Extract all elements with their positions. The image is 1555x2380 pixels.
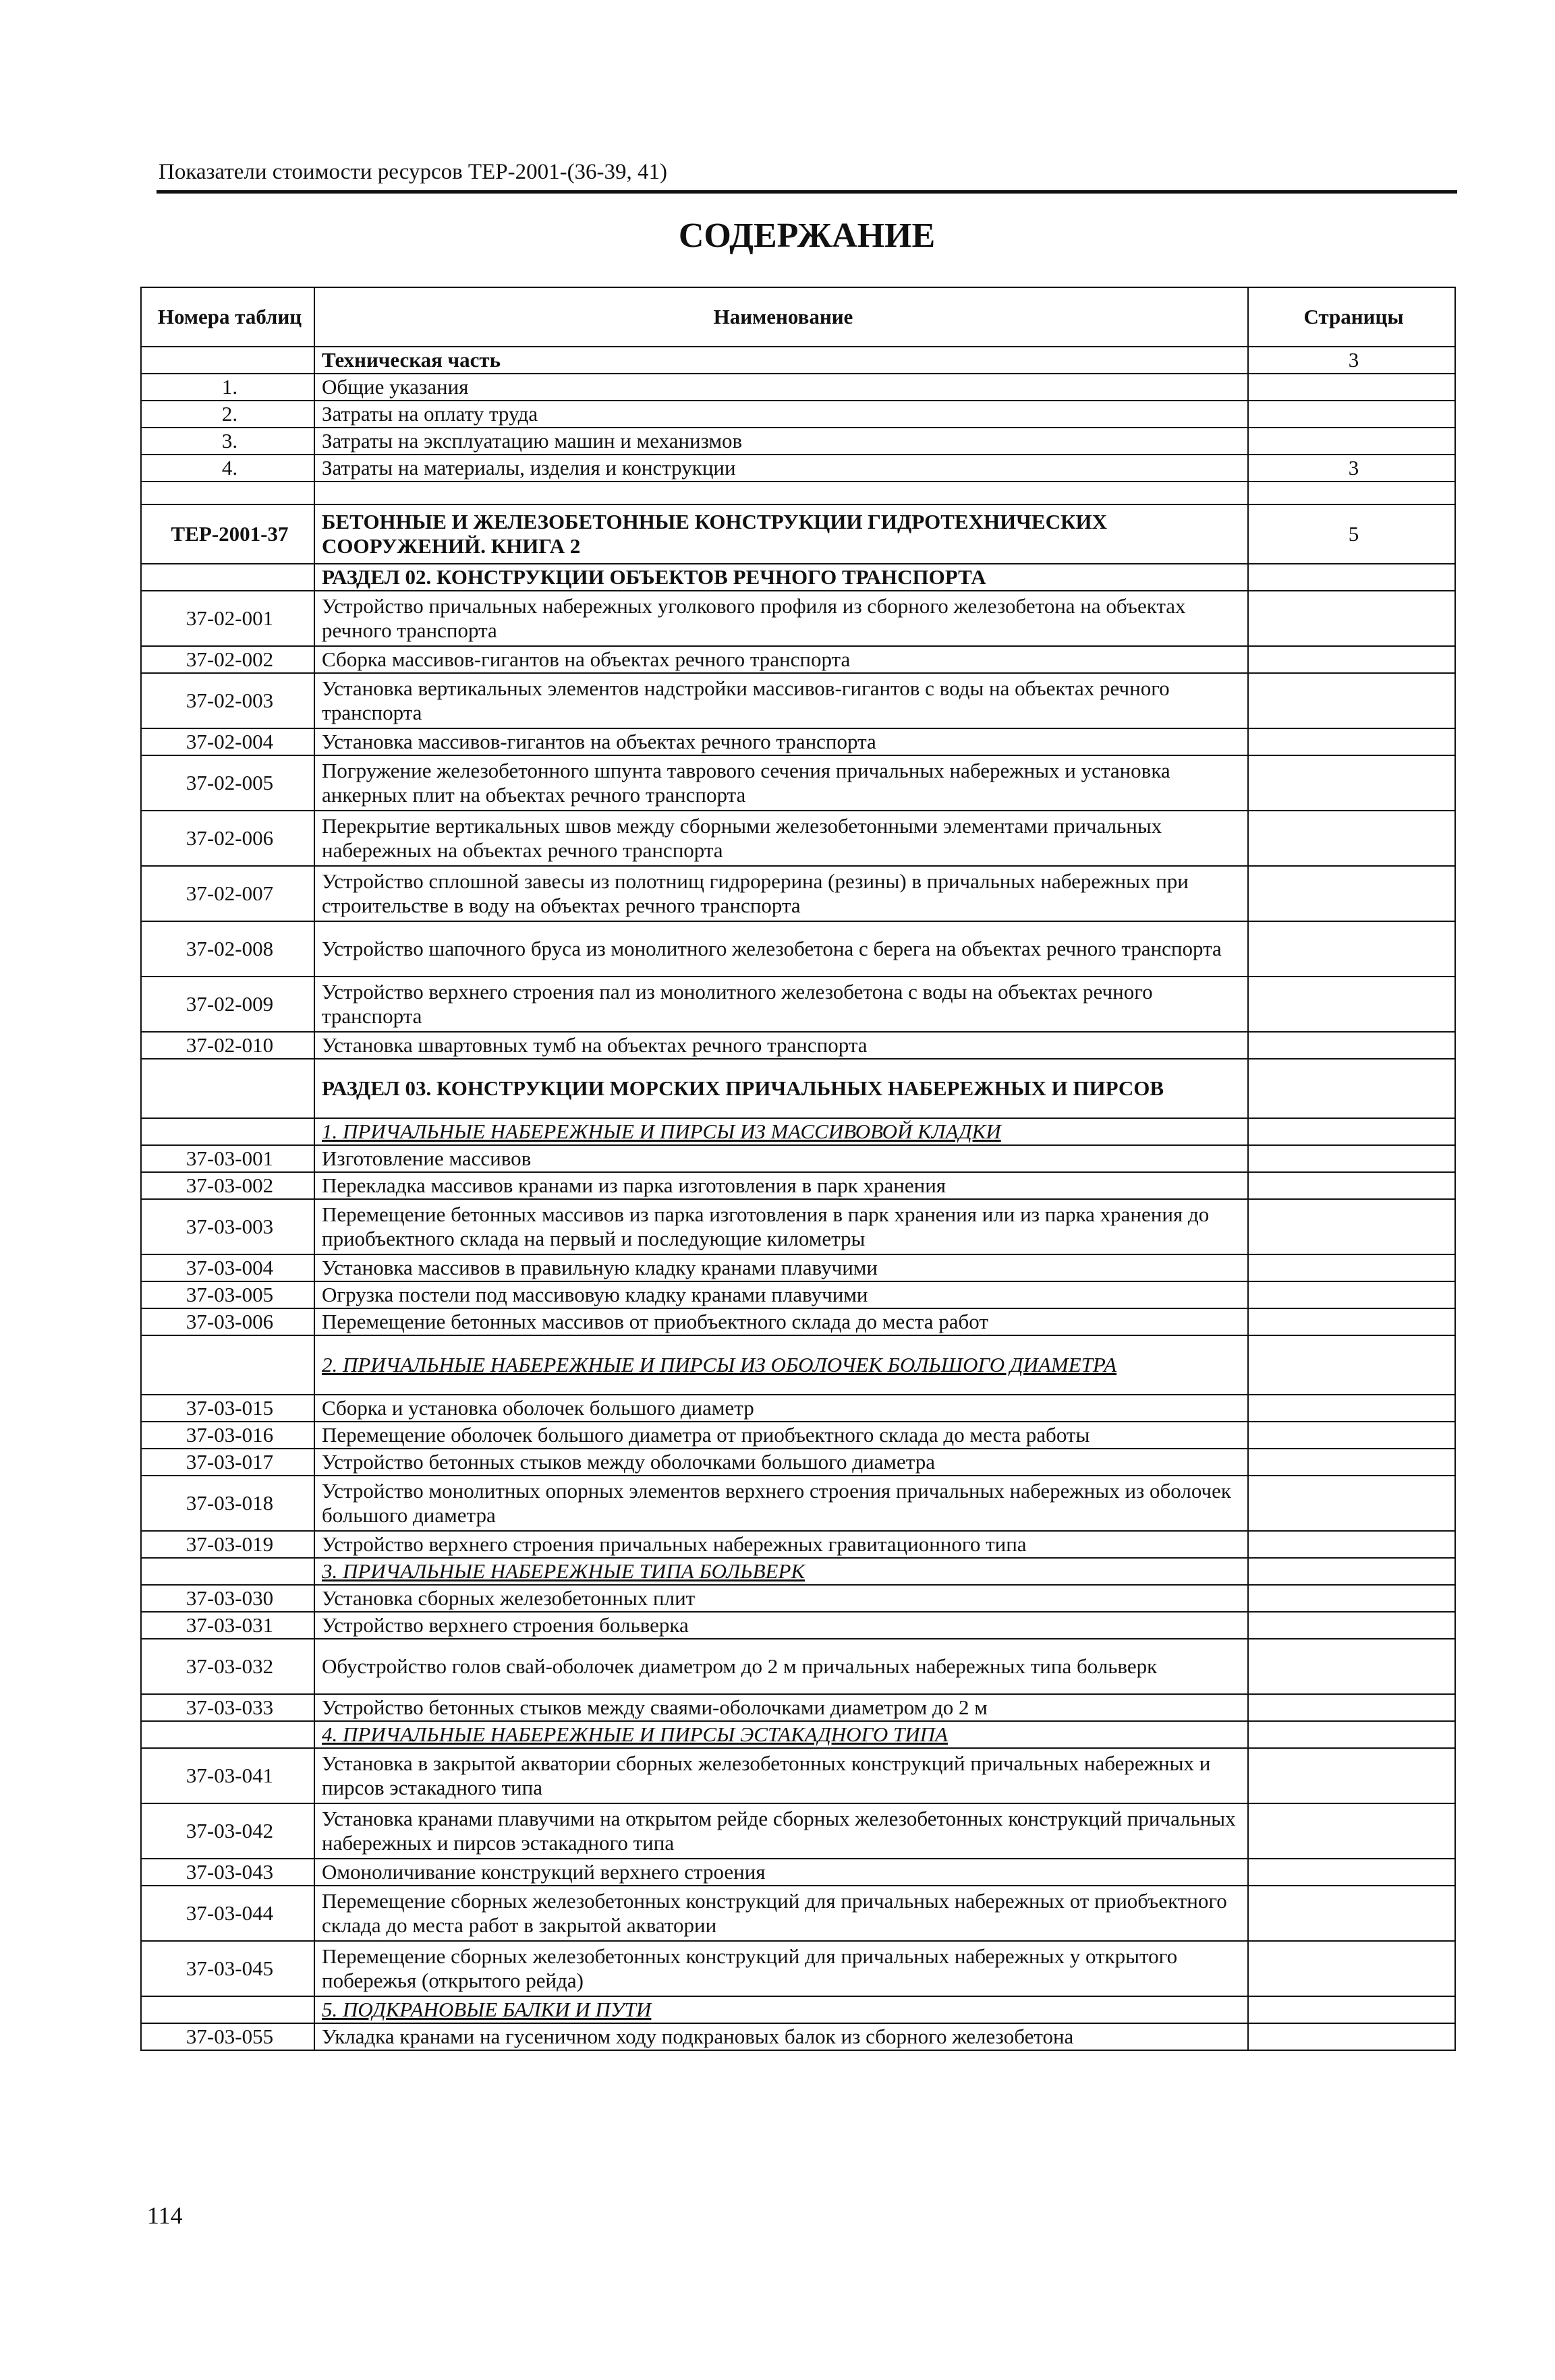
table-row <box>141 1803 1455 1859</box>
row-code: 37-03-017 <box>141 1449 314 1476</box>
table-row <box>141 921 1455 977</box>
row-name: Огрузка постели под массивовую кладку кранами плавучими <box>314 1281 1248 1308</box>
row-page <box>1248 1941 1455 1996</box>
row-page <box>1248 1032 1455 1059</box>
row-name: Затраты на оплату труда <box>314 401 1248 428</box>
row-name: Устройство монолитных опорных элементов верхнего строения причальных набережных из оболочек большого диаметра <box>314 1476 1248 1531</box>
table-row <box>141 1639 1455 1694</box>
subsection-5-title: 5. ПОДКРАНОВЫЕ БАЛКИ И ПУТИ <box>314 1996 1248 2023</box>
header-code: Номера таблиц <box>141 287 314 347</box>
row-code: 2. <box>141 401 314 428</box>
table-row <box>141 1449 1455 1476</box>
row-page <box>1248 1422 1455 1449</box>
row-name: Установка сборных железобетонных плит <box>314 1585 1248 1612</box>
row-name: Установка массивов-гигантов на объектах речного транспорта <box>314 728 1248 755</box>
table-row <box>141 455 1455 482</box>
table-row <box>141 591 1455 646</box>
row-page <box>1248 1145 1455 1172</box>
row-page <box>1248 1395 1455 1422</box>
row-name: Устройство бетонных стыков между сваями-оболочками диаметром до 2 м <box>314 1694 1248 1721</box>
table-row <box>141 1395 1455 1422</box>
row-name: Установка в закрытой акватории сборных железобетонных конструкций причальных набережных и пирсов эстакадного типа <box>314 1748 1248 1803</box>
table-row <box>141 1172 1455 1199</box>
row-name: Сборка массивов-гигантов на объектах речного транспорта <box>314 646 1248 673</box>
row-code: 37-02-005 <box>141 755 314 811</box>
running-head: Показатели стоимости ресурсов ТЕР-2001-(36-39, 41) <box>159 160 668 184</box>
table-row <box>141 2023 1455 2050</box>
row-page <box>1248 866 1455 921</box>
row-name: Затраты на материалы, изделия и конструкции <box>314 455 1248 482</box>
row-name: Установка массивов в правильную кладку кранами плавучими <box>314 1254 1248 1281</box>
row-code: 37-02-006 <box>141 811 314 866</box>
row-page <box>1248 1859 1455 1886</box>
row-page <box>1248 811 1455 866</box>
row-name: Устройство верхнего строения пал из монолитного железобетона с воды на объектах речного транспорта <box>314 977 1248 1032</box>
table-row <box>141 374 1455 401</box>
row-name: Устройство шапочного бруса из монолитного железобетона с берега на объектах речного транспорта <box>314 921 1248 977</box>
subsection-1-title: 1. ПРИЧАЛЬНЫЕ НАБЕРЕЖНЫЕ И ПИРСЫ ИЗ МАССИВОВОЙ КЛАДКИ <box>314 1118 1248 1145</box>
table-row <box>141 347 1455 374</box>
row-page <box>1248 1639 1455 1694</box>
row-code: 37-02-009 <box>141 977 314 1032</box>
row-page <box>1248 1281 1455 1308</box>
row-page <box>1248 2023 1455 2050</box>
row-name: Перекладка массивов кранами из парка изготовления в парк хранения <box>314 1172 1248 1199</box>
row-name: Перемещение бетонных массивов от приобъектного склада до места работ <box>314 1308 1248 1335</box>
row-name: Устройство причальных набережных уголкового профиля из сборного железобетона на объектах речного транспорта <box>314 591 1248 646</box>
row-page <box>1248 1694 1455 1721</box>
row-name: Устройство бетонных стыков между оболочками большого диаметра <box>314 1449 1248 1476</box>
row-code: 37-03-015 <box>141 1395 314 1422</box>
row-code: 37-03-016 <box>141 1422 314 1449</box>
row-page <box>1248 1254 1455 1281</box>
row-page <box>1248 755 1455 811</box>
row-code: 37-03-004 <box>141 1254 314 1281</box>
spacer-row <box>141 482 1455 504</box>
section-row <box>141 1059 1455 1118</box>
row-code: 37-02-010 <box>141 1032 314 1059</box>
row-page <box>1248 1172 1455 1199</box>
section-row <box>141 564 1455 591</box>
section-03-title: РАЗДЕЛ 03. КОНСТРУКЦИИ МОРСКИХ ПРИЧАЛЬНЫХ НАБЕРЕЖНЫХ И ПИРСОВ <box>314 1059 1248 1118</box>
row-page <box>1248 374 1455 401</box>
row-code: 37-02-008 <box>141 921 314 977</box>
subsection-row <box>141 1558 1455 1585</box>
row-page <box>1248 977 1455 1032</box>
row-page <box>1248 1531 1455 1558</box>
row-code: 37-03-019 <box>141 1531 314 1558</box>
table-row <box>141 1199 1455 1254</box>
section-02-title: РАЗДЕЛ 02. КОНСТРУКЦИИ ОБЪЕКТОВ РЕЧНОГО ТРАНСПОРТА <box>314 564 1248 591</box>
subsection-3-rows <box>141 1585 1455 1721</box>
table-row <box>141 673 1455 728</box>
table-row <box>141 1612 1455 1639</box>
row-name: Изготовление массивов <box>314 1145 1248 1172</box>
row-code: 37-03-001 <box>141 1145 314 1172</box>
row-code: 37-02-007 <box>141 866 314 921</box>
row-page <box>1248 673 1455 728</box>
header-rule <box>157 190 1457 194</box>
table-row <box>141 401 1455 428</box>
table-row <box>141 1476 1455 1531</box>
header-page: Страницы <box>1248 287 1455 347</box>
row-name: Общие указания <box>314 374 1248 401</box>
row-code: 37-03-030 <box>141 1585 314 1612</box>
row-code: 37-02-003 <box>141 673 314 728</box>
row-name: Укладка кранами на гусеничном ходу подкрановых балок из сборного железобетона <box>314 2023 1248 2050</box>
row-name: Устройство верхнего строения причальных набережных гравитационного типа <box>314 1531 1248 1558</box>
subsection-row <box>141 1335 1455 1395</box>
table-row <box>141 1308 1455 1335</box>
table-row <box>141 1941 1455 1996</box>
page-title: СОДЕРЖАНИЕ <box>678 216 936 255</box>
row-code: 37-03-055 <box>141 2023 314 2050</box>
row-code: 37-03-042 <box>141 1803 314 1859</box>
table-row <box>141 1886 1455 1941</box>
row-code: 37-02-001 <box>141 591 314 646</box>
row-page <box>1248 591 1455 646</box>
row-code: 37-03-043 <box>141 1859 314 1886</box>
collection-row <box>141 504 1455 564</box>
row-name: Установка вертикальных элементов надстройки массивов-гигантов с воды на объектах речного транспорта <box>314 673 1248 728</box>
row-name: Перемещение сборных железобетонных конструкций для причальных набережных у открытого побережья (открытого рейда) <box>314 1941 1248 1996</box>
row-name: Техническая часть <box>314 347 1248 374</box>
row-name: Перекрытие вертикальных швов между сборными железобетонными элементами причальных набережных на объектах речного транспорта <box>314 811 1248 866</box>
row-code: 37-03-033 <box>141 1694 314 1721</box>
row-code: 37-03-032 <box>141 1639 314 1694</box>
subsection-row <box>141 1118 1455 1145</box>
table-row <box>141 1281 1455 1308</box>
row-name: Устройство сплошной завесы из полотнищ гидрорерина (резины) в причальных набережных при строительстве в воду на объектах речного транспорта <box>314 866 1248 921</box>
row-code: 37-02-004 <box>141 728 314 755</box>
table-row <box>141 1585 1455 1612</box>
row-name: Перемещение сборных железобетонных конструкций для причальных набережных от приобъектного склада до места работ в закрытой акватории <box>314 1886 1248 1941</box>
table-row <box>141 1422 1455 1449</box>
subsection-row <box>141 1996 1455 2023</box>
table-row <box>141 811 1455 866</box>
row-name: Перемещение оболочек большого диаметра от приобъектного склада до места работы <box>314 1422 1248 1449</box>
row-page <box>1248 428 1455 455</box>
subsection-row <box>141 1721 1455 1748</box>
row-code: 37-03-044 <box>141 1886 314 1941</box>
row-code: 3. <box>141 428 314 455</box>
table-row <box>141 646 1455 673</box>
subsection-5-rows <box>141 2023 1455 2050</box>
row-name: Перемещение бетонных массивов из парка изготовления в парк хранения или из парка хранения до приобъектного склада на первый и последующие километры <box>314 1199 1248 1254</box>
row-name: Установка швартовных тумб на объектах речного транспорта <box>314 1032 1248 1059</box>
row-name: Погружение железобетонного шпунта таврового сечения причальных набережных и установка анкерных плит на объектах речного транспорта <box>314 755 1248 811</box>
table-row <box>141 1859 1455 1886</box>
subsection-1-rows <box>141 1145 1455 1335</box>
row-name: Омоноличивание конструкций верхнего строения <box>314 1859 1248 1886</box>
row-page: 3 <box>1248 455 1455 482</box>
row-code: 37-03-003 <box>141 1199 314 1254</box>
row-name: Обустройство голов свай-оболочек диаметром до 2 м причальных набережных типа больверк <box>314 1639 1248 1694</box>
row-name: Затраты на эксплуатацию машин и механизмов <box>314 428 1248 455</box>
row-page: 3 <box>1248 347 1455 374</box>
row-page <box>1248 921 1455 977</box>
row-code: 37-03-031 <box>141 1612 314 1639</box>
table-header-row <box>141 287 1455 347</box>
row-page <box>1248 401 1455 428</box>
table-row <box>141 1694 1455 1721</box>
row-page <box>1248 1476 1455 1531</box>
subsection-2-title: 2. ПРИЧАЛЬНЫЕ НАБЕРЕЖНЫЕ И ПИРСЫ ИЗ ОБОЛОЧЕК БОЛЬШОГО ДИАМЕТРА <box>314 1335 1248 1395</box>
table-row <box>141 1145 1455 1172</box>
row-page <box>1248 1803 1455 1859</box>
row-code: 37-03-018 <box>141 1476 314 1531</box>
row-name: Установка кранами плавучими на открытом рейде сборных железобетонных конструкций причальных набережных и пирсов эстакадного типа <box>314 1803 1248 1859</box>
header-name: Наименование <box>314 287 1248 347</box>
row-code: 37-03-002 <box>141 1172 314 1199</box>
table-row <box>141 1748 1455 1803</box>
row-page <box>1248 646 1455 673</box>
subsection-4-rows <box>141 1748 1455 1996</box>
row-code: 37-03-041 <box>141 1748 314 1803</box>
row-page <box>1248 1748 1455 1803</box>
row-page <box>1248 1612 1455 1639</box>
row-page <box>1248 1585 1455 1612</box>
contents-table <box>140 287 1456 2051</box>
collection-page: 5 <box>1248 504 1455 564</box>
row-page <box>1248 1199 1455 1254</box>
row-name: Устройство верхнего строения больверка <box>314 1612 1248 1639</box>
subsection-3-title: 3. ПРИЧАЛЬНЫЕ НАБЕРЕЖНЫЕ ТИПА БОЛЬВЕРК <box>314 1558 1248 1585</box>
row-code: 37-02-002 <box>141 646 314 673</box>
subsection-4-title: 4. ПРИЧАЛЬНЫЕ НАБЕРЕЖНЫЕ И ПИРСЫ ЭСТАКАДНОГО ТИПА <box>314 1721 1248 1748</box>
row-code: 1. <box>141 374 314 401</box>
row-code: 37-03-045 <box>141 1941 314 1996</box>
table-row <box>141 866 1455 921</box>
table-row <box>141 755 1455 811</box>
row-page <box>1248 1886 1455 1941</box>
row-code: 4. <box>141 455 314 482</box>
row-code: 37-03-005 <box>141 1281 314 1308</box>
section-02-rows <box>141 591 1455 1059</box>
row-page <box>1248 1449 1455 1476</box>
table-row <box>141 1032 1455 1059</box>
subsection-2-rows <box>141 1395 1455 1558</box>
table-row <box>141 428 1455 455</box>
row-code <box>141 347 314 374</box>
row-name: Сборка и установка оболочек большого диаметр <box>314 1395 1248 1422</box>
table-row <box>141 728 1455 755</box>
page-number: 114 <box>147 2202 183 2229</box>
row-code: 37-03-006 <box>141 1308 314 1335</box>
collection-code: ТЕР-2001-37 <box>141 504 314 564</box>
table-row <box>141 1254 1455 1281</box>
collection-title: БЕТОННЫЕ И ЖЕЛЕЗОБЕТОННЫЕ КОНСТРУКЦИИ ГИДРОТЕХНИЧЕСКИХ СООРУЖЕНИЙ. КНИГА 2 <box>314 504 1248 564</box>
table-row <box>141 1531 1455 1558</box>
row-page <box>1248 728 1455 755</box>
row-page <box>1248 1308 1455 1335</box>
table-row <box>141 977 1455 1032</box>
